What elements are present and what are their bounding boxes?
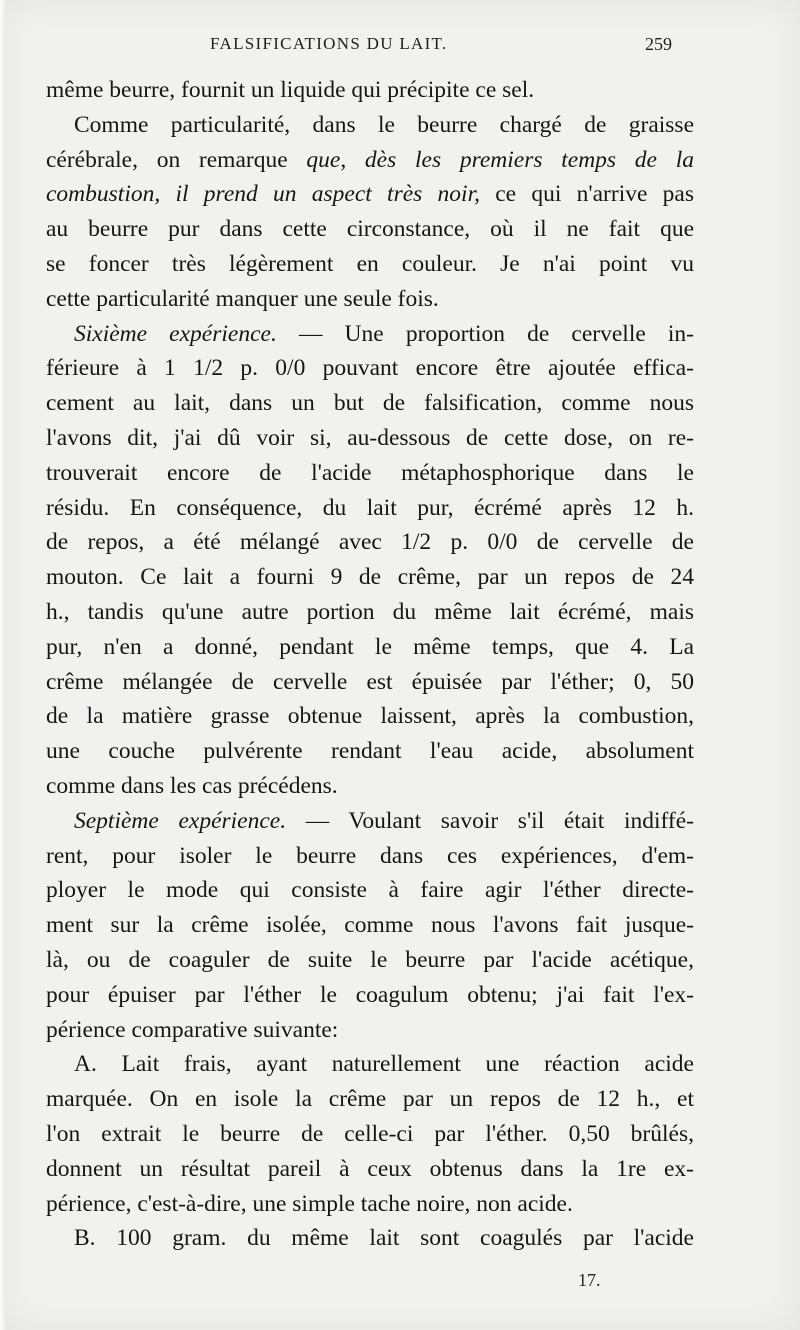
text-run: trouverait encore de l'acide métaphosphorique dans le xyxy=(46,459,694,486)
text-run: périence comparative suivante: xyxy=(46,1016,339,1043)
text-run: mouton. Ce lait a fourni 9 de crême, par un repos de 24 xyxy=(46,564,694,591)
text-line xyxy=(46,595,694,630)
text-run: crême mélangée de cervelle est épuisée par l'éther; 0, 50 xyxy=(46,668,694,695)
text-line xyxy=(46,560,694,595)
text-line xyxy=(46,943,694,978)
italic-text: Sixième expérience. xyxy=(74,320,277,347)
signature-mark: 17. xyxy=(578,1270,601,1290)
text-line xyxy=(46,630,694,665)
text-run: h., tandis qu'une autre portion du même lait écrémé, mais xyxy=(46,598,694,625)
text-run: pour épuiser par l'éther le coagulum obtenu; j'ai fait l'ex- xyxy=(46,981,694,1008)
text-line xyxy=(46,421,694,456)
text-line xyxy=(46,108,694,143)
text-line xyxy=(46,456,694,491)
text-line xyxy=(46,665,694,700)
text-line xyxy=(46,1117,694,1152)
text-run: résidu. En conséquence, du lait pur, écrémé après 12 h. xyxy=(46,494,694,521)
text-line xyxy=(46,1082,694,1117)
text-run: cement au lait, dans un but de falsification, comme nous xyxy=(46,390,694,417)
text-line xyxy=(46,908,694,943)
text-run: une couche pulvérente rendant l'eau acide, absolument xyxy=(46,738,694,765)
text-run: rent, pour isoler le beurre dans ces expériences, d'em- xyxy=(46,842,694,869)
running-head xyxy=(0,34,800,60)
text-line xyxy=(46,212,694,247)
text-line xyxy=(46,247,694,282)
text-line xyxy=(46,699,694,734)
text-line xyxy=(46,804,694,839)
text-run: B. 100 gram. du même lait sont coagulés par l'acide xyxy=(74,1225,694,1252)
text-line xyxy=(46,525,694,560)
text-run: de repos, a été mélangé avec 1/2 p. 0/0 de cervelle de xyxy=(46,529,694,556)
text-run: se foncer très légèrement en couleur. Je n'ai point vu xyxy=(46,250,694,277)
text-line xyxy=(46,839,694,874)
text-line xyxy=(46,1221,694,1256)
text-line xyxy=(46,1013,694,1048)
text-run: férieure à 1 1/2 p. 0/0 pouvant encore être ajoutée effica- xyxy=(46,355,694,382)
text-line xyxy=(46,873,694,908)
text-run: A. Lait frais, ayant naturellement une réaction acide xyxy=(74,1051,694,1078)
text-line xyxy=(46,769,694,804)
text-run: cette particularité manquer une seule fois. xyxy=(46,285,439,312)
text-run: l'on extrait le beurre de celle-ci par l'éther. 0,50 brûlés, xyxy=(46,1120,694,1147)
italic-text: combustion, il prend un aspect très noir, xyxy=(46,181,480,208)
text-run: périence, c'est-à-dire, une simple tache noire, non acide. xyxy=(46,1190,573,1217)
text-run: — Une proportion de cervelle in- xyxy=(276,320,694,347)
text-run: ployer le mode qui consiste à faire agir l'éther directe- xyxy=(46,877,694,904)
text-line xyxy=(46,386,694,421)
text-run: de la matière grasse obtenue laissent, après la combustion, xyxy=(46,703,694,730)
running-title: FALSIFICATIONS DU LAIT. xyxy=(210,34,448,53)
text-line xyxy=(46,282,694,317)
text-run: Comme particularité, dans le beurre chargé de graisse xyxy=(74,111,694,138)
text-run: cérébrale, on remarque xyxy=(46,146,307,173)
text-line xyxy=(46,317,694,352)
text-run: l'avons dit, j'ai dû voir si, au-dessous de cette dose, on re- xyxy=(46,424,694,451)
text-run: ment sur la crême isolée, comme nous l'avons fait jusque- xyxy=(46,912,694,939)
text-line xyxy=(46,143,694,178)
body-text xyxy=(46,73,694,1256)
text-line xyxy=(46,978,694,1013)
text-line xyxy=(46,177,694,212)
text-run: ce qui n'arrive pas xyxy=(479,181,694,208)
text-run: comme dans les cas précédens. xyxy=(46,772,338,799)
text-line xyxy=(46,734,694,769)
text-run: au beurre pur dans cette circonstance, où il ne fait que xyxy=(46,216,694,243)
text-line xyxy=(46,73,694,108)
text-line xyxy=(46,1047,694,1082)
text-run: donnent un résultat pareil à ceux obtenus dans la 1re ex- xyxy=(46,1155,694,1182)
text-run: — Voulant savoir s'il était indiffé- xyxy=(286,807,694,834)
page-number: 259 xyxy=(645,34,672,54)
italic-text: Septième expérience. xyxy=(74,807,287,834)
text-run: là, ou de coaguler de suite le beurre par l'acide acétique, xyxy=(46,946,694,973)
italic-text: que, dès les premiers temps de la xyxy=(306,146,694,173)
text-line xyxy=(46,1187,694,1222)
text-run: même beurre, fournit un liquide qui précipite ce sel. xyxy=(46,77,535,103)
text-line xyxy=(46,351,694,386)
text-run: marquée. On en isole la crême par un repos de 12 h., et xyxy=(46,1086,694,1113)
text-line xyxy=(46,1152,694,1187)
text-run: pur, n'en a donné, pendant le même temps, que 4. La xyxy=(46,633,694,660)
text-line xyxy=(46,491,694,526)
